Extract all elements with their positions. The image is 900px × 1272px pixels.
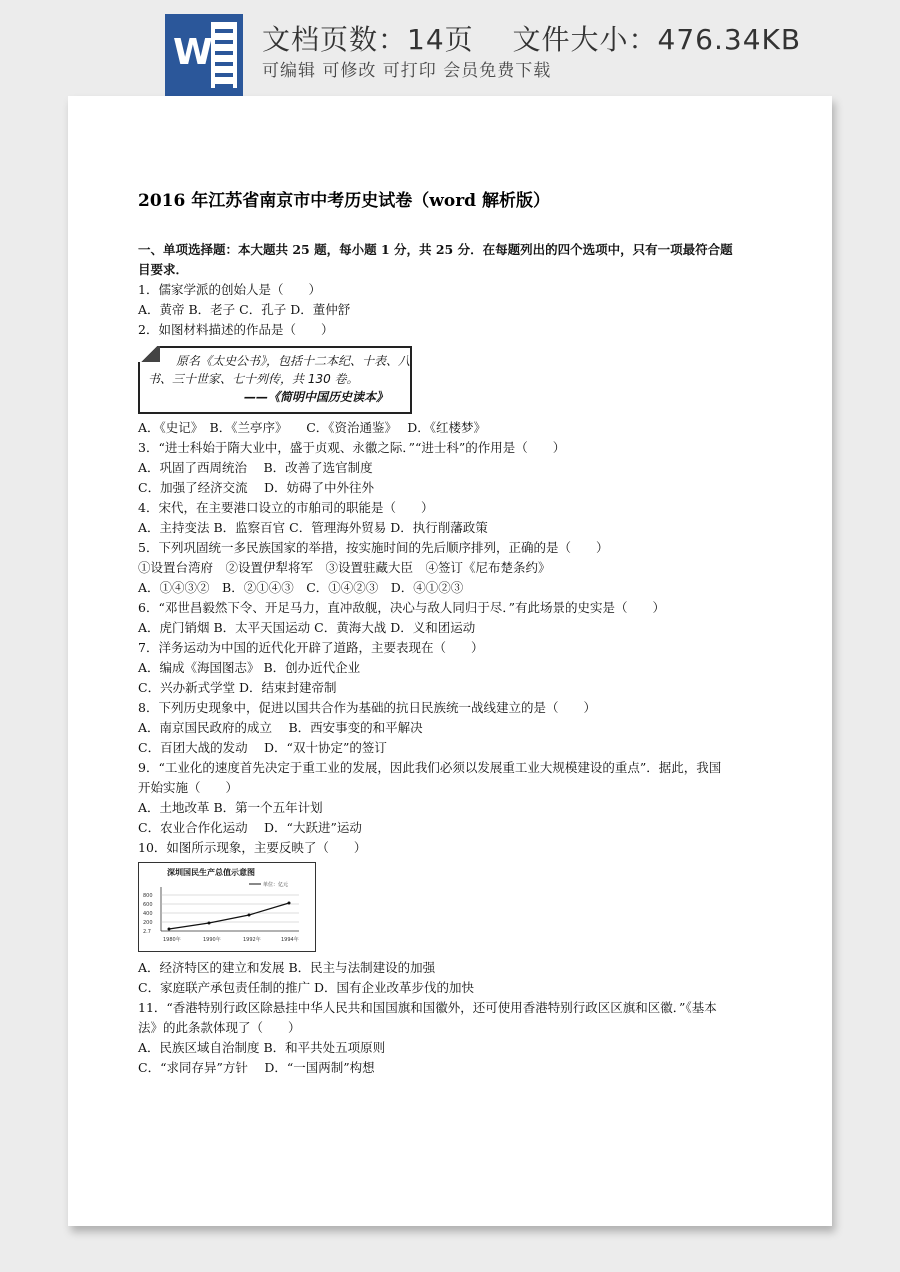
data-point (248, 914, 251, 917)
question-text-line: 11．“香港特别行政区除悬挂中华人民共和国国旗和国徽外，还可使用香港特别行政区区旗和区徽．”《基本 (138, 1000, 717, 1015)
question-text-line: C．百团大战的发动 D．“双十协定”的签订 (138, 740, 387, 755)
scroll-corner-decoration (138, 346, 160, 362)
question-text-line: A．民族区域自治制度 B．和平共处五项原则 (138, 1040, 386, 1055)
file-info-title: 文档页数：14页 文件大小：476.34KB (262, 23, 802, 56)
question-text-line: A．南京国民政府的成立 B．西安事变的和平解决 (138, 720, 423, 735)
document-page (68, 96, 832, 1226)
x-tick-label: 1994年 (281, 937, 299, 943)
data-point (208, 922, 211, 925)
word-document-icon (165, 14, 243, 96)
question-text-line: A．巩固了西周统治 B．改善了选官制度 (138, 460, 373, 475)
question-text-line: 9．“工业化的速度首先决定于重工业的发展，因此我们必须以发展重工业大规模建设的重点”．据此，我国 (138, 760, 722, 775)
x-tick-label: 1992年 (243, 937, 261, 943)
y-tick-label: 200 (143, 920, 153, 926)
question-text-line: C．“求同存异”方针 D．“一国两制”构想 (138, 1060, 375, 1075)
download-banner (0, 0, 900, 96)
question-text-line: C．加强了经济交流 D．妨碍了中外往外 (138, 480, 375, 495)
question-text-line: 6．“邓世昌毅然下令、开足马力，直冲敌舰，决心与敌人同归于尽．”有此场景的史实是（ ） (138, 600, 665, 615)
figure-source-line: ——《简明中国历史读本》 (244, 390, 389, 404)
question-block (138, 958, 768, 1078)
question-text-line: A．经济特区的建立和发展 B．民主与法制建设的加强 (138, 960, 436, 975)
question-text-line: 1．儒家学派的创始人是（ ） (138, 282, 321, 297)
question-text-line: 8．下列历史现象中，促进以国共合作为基础的抗日民族统一战线建立的是（ ） (138, 700, 596, 715)
x-tick-label: 1980年 (163, 937, 181, 943)
question-text-line: 2．如图材料描述的作品是（ ） (138, 322, 334, 337)
figure-text-line: 原名《太史公书》，包括十二本纪、十表、八 (176, 354, 411, 368)
y-tick-label: 400 (143, 911, 153, 917)
source-material-figure (138, 346, 412, 414)
chart-plot (139, 863, 315, 951)
question-text-line: A．土地改革 B．第一个五年计划 (138, 800, 323, 815)
question-text-line: 开始实施（ ） (138, 780, 239, 795)
question-text-line: A．虎门销烟 B．太平天国运动 C．黄海大战 D．义和团运动 (138, 620, 476, 635)
question-text-line: 7．洋务运动为中国的近代化开辟了道路，主要表现在（ ） (138, 640, 484, 655)
file-info-subtitle: 可编辑 可修改 可打印 会员免费下载 (262, 61, 552, 81)
question-text-line: A．主持变法 B．监察百官 C．管理海外贸易 D．执行削藩政策 (138, 520, 488, 535)
question-text-line: A．①④③② B．②①④③ C．①④②③ D．④①②③ (138, 580, 464, 595)
data-point (288, 902, 291, 905)
gdp-chart-figure (138, 862, 316, 952)
question-text-line: 5．下列巩固统一多民族国家的举措，按实施时间的先后顺序排列，正确的是（ ） (138, 540, 609, 555)
page-lines-graphic (211, 22, 237, 88)
question-text-line: C．兴办新式学堂 D．结束封建帝制 (138, 680, 337, 695)
question-text-line: 4．宋代，在主要港口设立的市舶司的职能是（ ） (138, 500, 434, 515)
y-tick-label: 2.7 (143, 929, 151, 935)
question-text-line: A．《史记》 B．《兰亭序》 C．《资治通鉴》 D．《红楼梦》 (138, 420, 487, 435)
y-tick-label: 800 (143, 893, 153, 899)
question-text-line: C．农业合作化运动 D．“大跃进”运动 (138, 820, 362, 835)
chart-title: 深圳国民生产总值示意图 (167, 868, 255, 877)
question-text-line: C．家庭联产承包责任制的推广 D．国有企业改革步伐的加快 (138, 980, 475, 995)
legend-label: 单位：亿元 (263, 882, 289, 888)
x-tick-label: 1990年 (203, 937, 221, 943)
document-body (138, 240, 768, 1078)
word-logo-letter: W (173, 32, 213, 73)
y-tick-label: 600 (143, 902, 153, 908)
question-text-line: 3．“进士科始于隋大业中，盛于贞观、永徽之际．”“进士科”的作用是（ ） (138, 440, 566, 455)
document-title: 2016 年江苏省南京市中考历史试卷（word 解析版） (138, 191, 550, 211)
question-text-line: 法》的此条款体现了（ ） (138, 1020, 301, 1035)
section-heading-line: 目要求． (138, 262, 189, 277)
data-point (168, 928, 171, 931)
figure-text-line: 书、三十世家、七十列传，共 130 卷。 (148, 372, 359, 386)
gdp-series-line (169, 903, 289, 929)
question-text-line: 10．如图所示现象，主要反映了（ ） (138, 840, 367, 855)
section-heading-line: 一、单项选择题：本大题共 25 题，每小题 1 分，共 25 分．在每题列出的四个选项中，只有一项最符合题 (138, 242, 733, 257)
question-block (138, 280, 768, 340)
question-block (138, 418, 768, 858)
question-text-line: ①设置台湾府 ②设置伊犁将军 ③设置驻藏大臣 ④签订《尼布楚条约》 (138, 560, 551, 575)
question-text-line: A．黄帝 B．老子 C．孔子 D．董仲舒 (138, 302, 351, 317)
question-text-line: A．编成《海国图志》 B．创办近代企业 (138, 660, 361, 675)
